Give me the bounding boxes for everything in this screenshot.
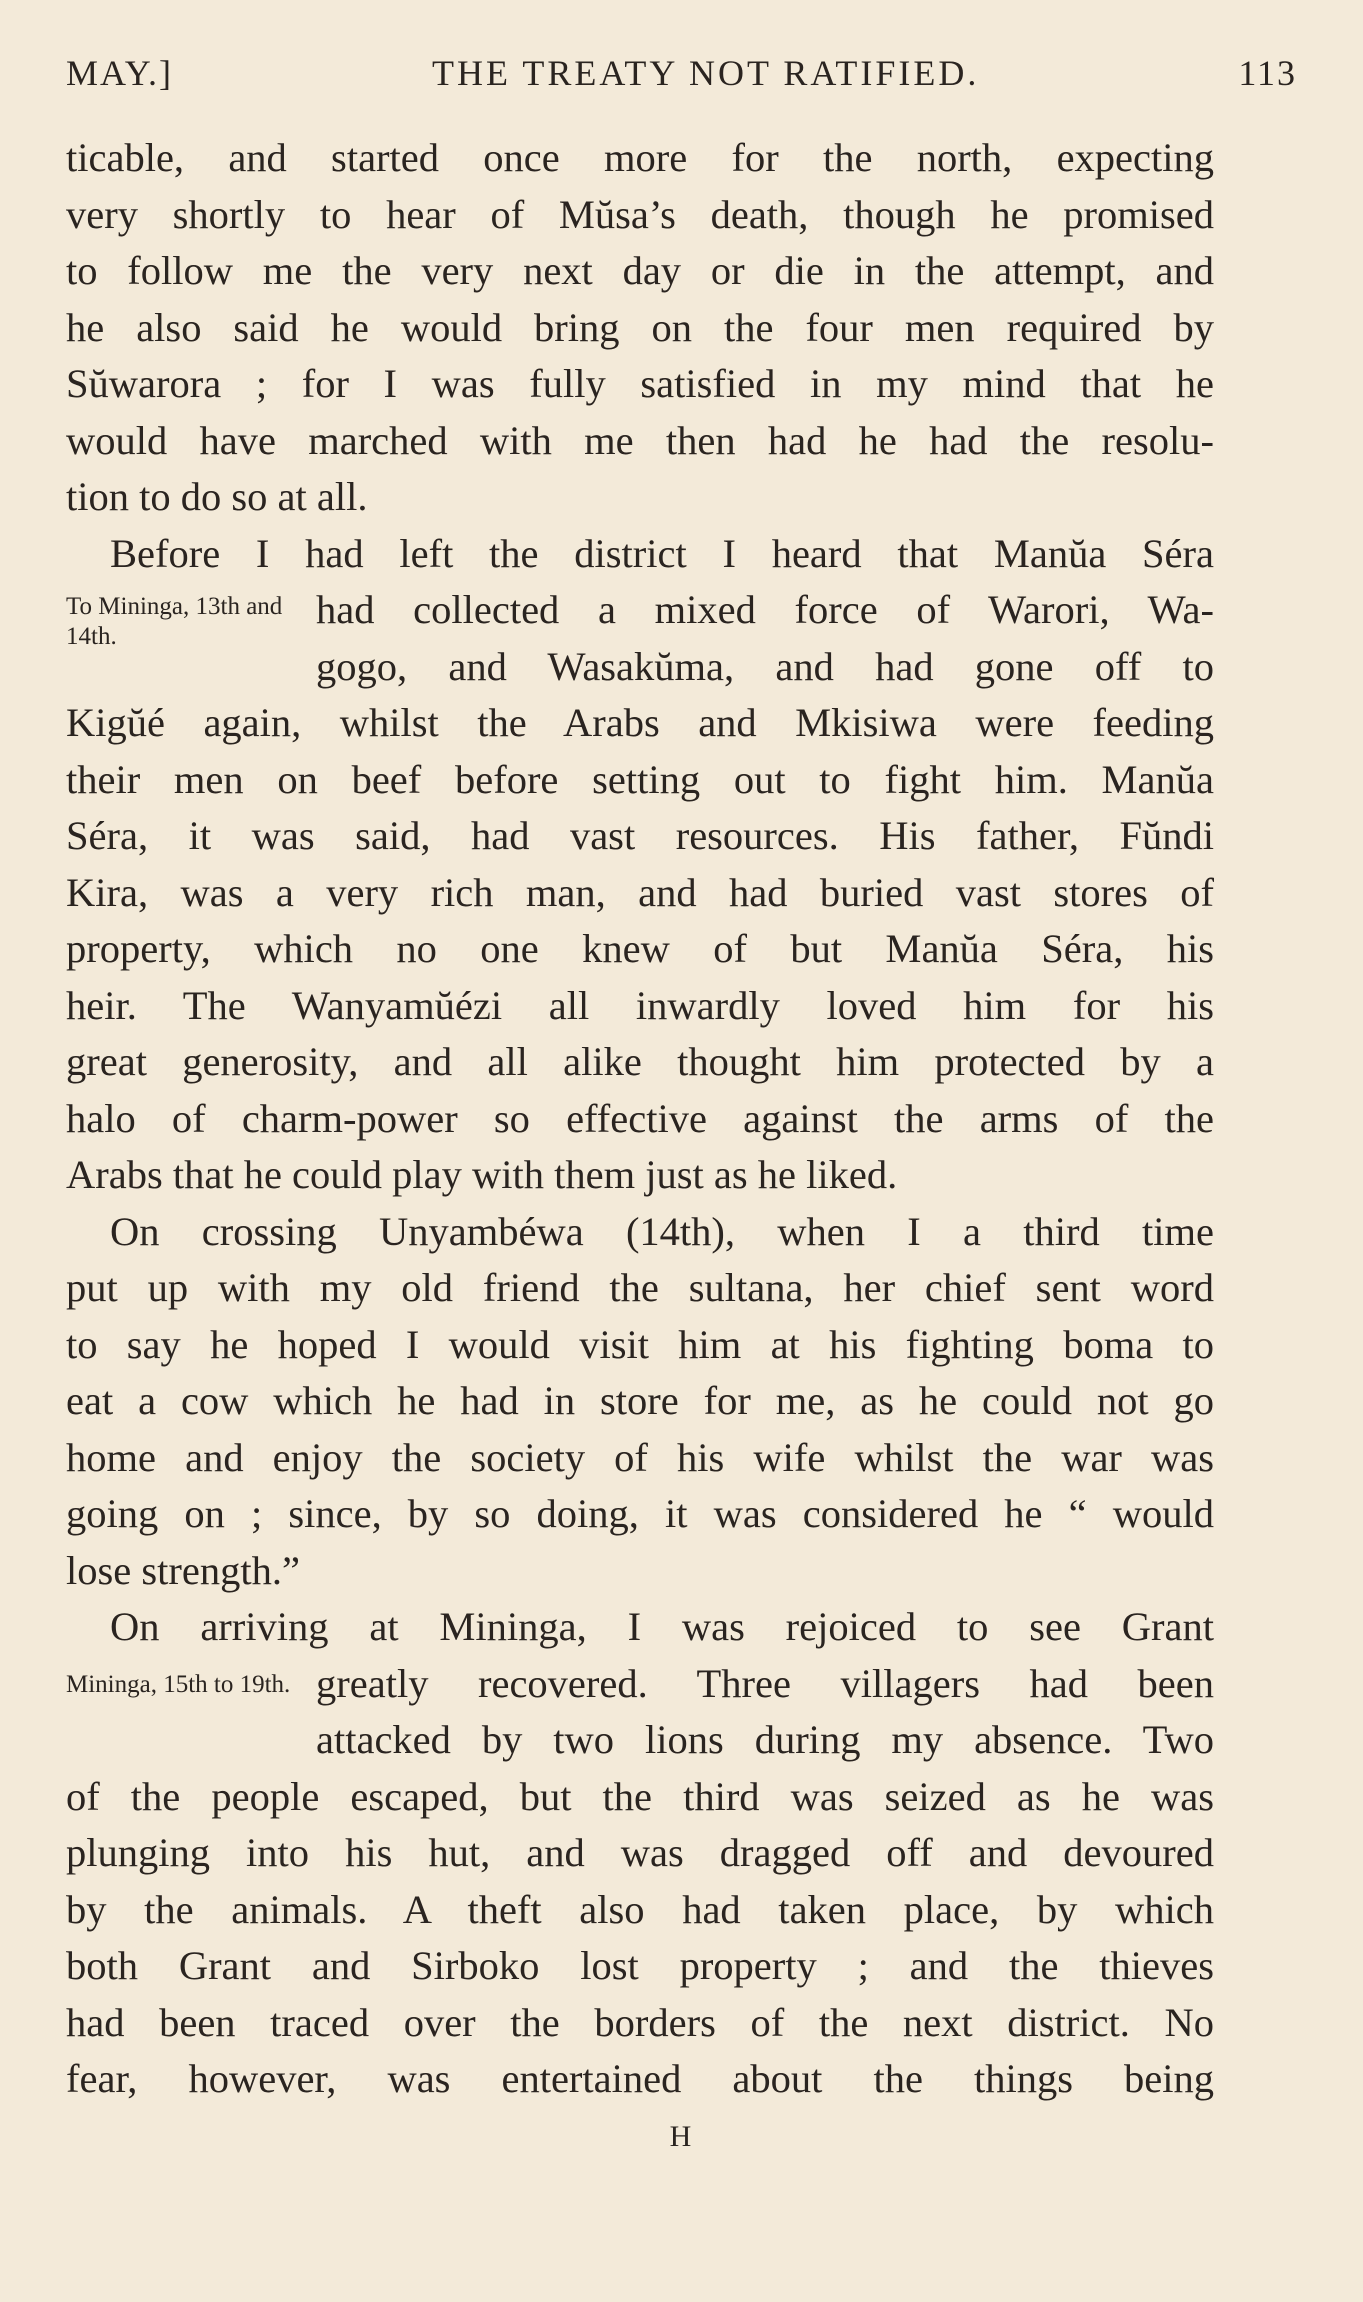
marginal-note: Mininga, 15th to 19th.: [66, 1670, 291, 1698]
text-line: Arabs that he could play with them just as he liked.: [66, 1152, 898, 1197]
text-line: he also said he would bring on the four men required by: [66, 304, 1214, 350]
text-line: eat a cow which he had in store for me, as he could not go: [66, 1378, 1214, 1423]
text-line: On arriving at Mininga, I was rejoiced to see Grant: [110, 1604, 1214, 1649]
running-header: [66, 52, 1297, 102]
text-line: very shortly to hear of Mŭsa’s death, though he promised: [66, 191, 1214, 237]
text-line: Sŭwarora ; for I was fully satisfied in my mind that he: [66, 361, 1214, 406]
body-text: [66, 130, 1214, 2108]
text-line: lose strength.”: [66, 1547, 300, 1593]
text-line: great generosity, and all alike thought him protected by a: [66, 1039, 1214, 1084]
text-line: On crossing Unyambéwa (14th), when I a third time: [110, 1208, 1214, 1254]
text-line: plunging into his hut, and was dragged off and devoured: [66, 1830, 1214, 1875]
text-line: by the animals. A theft also had taken place, by which: [66, 1886, 1214, 1932]
text-line: fear, however, was entertained about the things being: [66, 2056, 1214, 2101]
text-line: to say he hoped I would visit him at his fighting boma to: [66, 1321, 1214, 1367]
signature-mark: H: [669, 2120, 694, 2153]
text-line: their men on beef before setting out to fight him. Manŭa: [66, 756, 1214, 802]
text-line: Kira, was a very rich man, and had buried vast stores of: [66, 869, 1214, 915]
text-line: gogo, and Wasakŭma, and had gone off to: [316, 643, 1214, 689]
text-line: going on ; since, by so doing, it was considered he “ would: [66, 1491, 1214, 1536]
text-line: had collected a mixed force of Warori, Wa-: [316, 587, 1214, 632]
text-line: greatly recovered. Three villagers had been: [316, 1660, 1214, 1706]
text-line: had been traced over the borders of the next district. No: [66, 1999, 1214, 2045]
text-line: to follow me the very next day or die in the attempt, and: [66, 248, 1214, 293]
text-line: would have marched with me then had he had the resolu-: [66, 417, 1214, 463]
page-number: 113: [1238, 53, 1297, 93]
text-line: tion to do so at all.: [66, 474, 368, 519]
marginal-note: To Mininga, 13th and 14th.: [66, 593, 283, 650]
marginal-note-block: [66, 582, 1214, 695]
header-month: MAY.]: [66, 53, 174, 93]
text-line: Before I had left the district I heard that Manŭa Séra: [110, 530, 1214, 576]
text-line: Kigŭé again, whilst the Arabs and Mkisiwa were feeding: [66, 700, 1214, 745]
marginal-note-block: [66, 1656, 1214, 1769]
text-line: property, which no one knew of but Manŭa Séra, his: [66, 926, 1214, 971]
text-line: Séra, it was said, had vast resources. His father, Fŭndi: [66, 813, 1214, 858]
text-line: home and enjoy the society of his wife whilst the war was: [66, 1434, 1214, 1480]
text-line: ticable, and started once more for the north, expecting: [66, 135, 1214, 180]
text-line: halo of charm-power so effective against the arms of the: [66, 1095, 1214, 1141]
text-line: of the people escaped, but the third was seized as he was: [66, 1773, 1214, 1819]
text-line: put up with my old friend the sultana, her chief sent word: [66, 1265, 1214, 1310]
text-line: heir. The Wanyamŭézi all inwardly loved him for his: [66, 982, 1214, 1028]
text-line: attacked by two lions during my absence. Two: [316, 1717, 1214, 1762]
header-title: THE TREATY NOT RATIFIED.: [432, 53, 980, 93]
text-line: both Grant and Sirboko lost property ; and the thieves: [66, 1943, 1214, 1988]
